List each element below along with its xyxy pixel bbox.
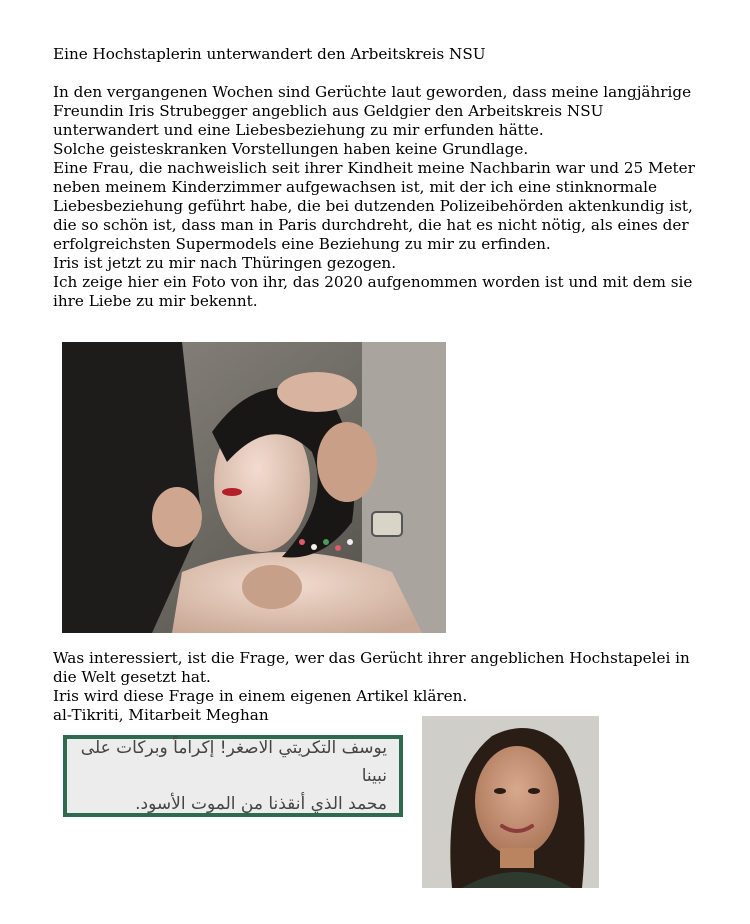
model-photo [62, 342, 446, 633]
closing-paragraph: Was interessiert, ist die Frage, wer das Gerücht ihrer angeblichen Hochstapelei in die Welt gesetzt hat. Iris wird diese Frage in einem eigenen Artikel klären. al-Tikriti, Mitarbeit Meghan [53, 649, 690, 724]
portrait-photo [422, 716, 599, 888]
intro-paragraph: In den vergangenen Wochen sind Gerüchte laut geworden, dass meine langjährige Freundin Iris Strubegger angeblich aus Geldgier den Arbeitskreis NSU unterwandert und eine Liebesbeziehung zu mir erfunden hätte. Solche geisteskranken Vorstellungen haben keine Grundlage. Eine Frau, die nachweislich seit ihrer Kindheit meine Nachbarin war und 25 Meter neben meinem Kinderzimmer aufgewachsen ist, mit der ich eine stinknormale Liebesbeziehung geführt habe, die bei dutzenden Polizeibehörden aktenkundig ist, die so schön ist, dass man in Paris durchdreht, die hat es nicht nötig, als eines der erfolgreichsten Supermodels eine Beziehung zu mir zu erfinden. Iris ist jetzt zu mir nach Thüringen gezogen. Ich zeige hier ein Foto von ihr, das 2020 aufgenommen worden ist und mit dem sie ihre Liebe zu mir bekennt. [53, 83, 695, 310]
arabic-quote-box [63, 735, 403, 817]
arabic-quote-line: يوسف التكريتي الاصغر! إكراماً وبركات على نبينا [80, 738, 387, 786]
document-title: Eine Hochstaplerin unterwandert den Arbeitskreis NSU [53, 45, 486, 63]
arabic-quote-line: محمد الذي أنقذنا من الموت الأسود. [135, 794, 387, 814]
